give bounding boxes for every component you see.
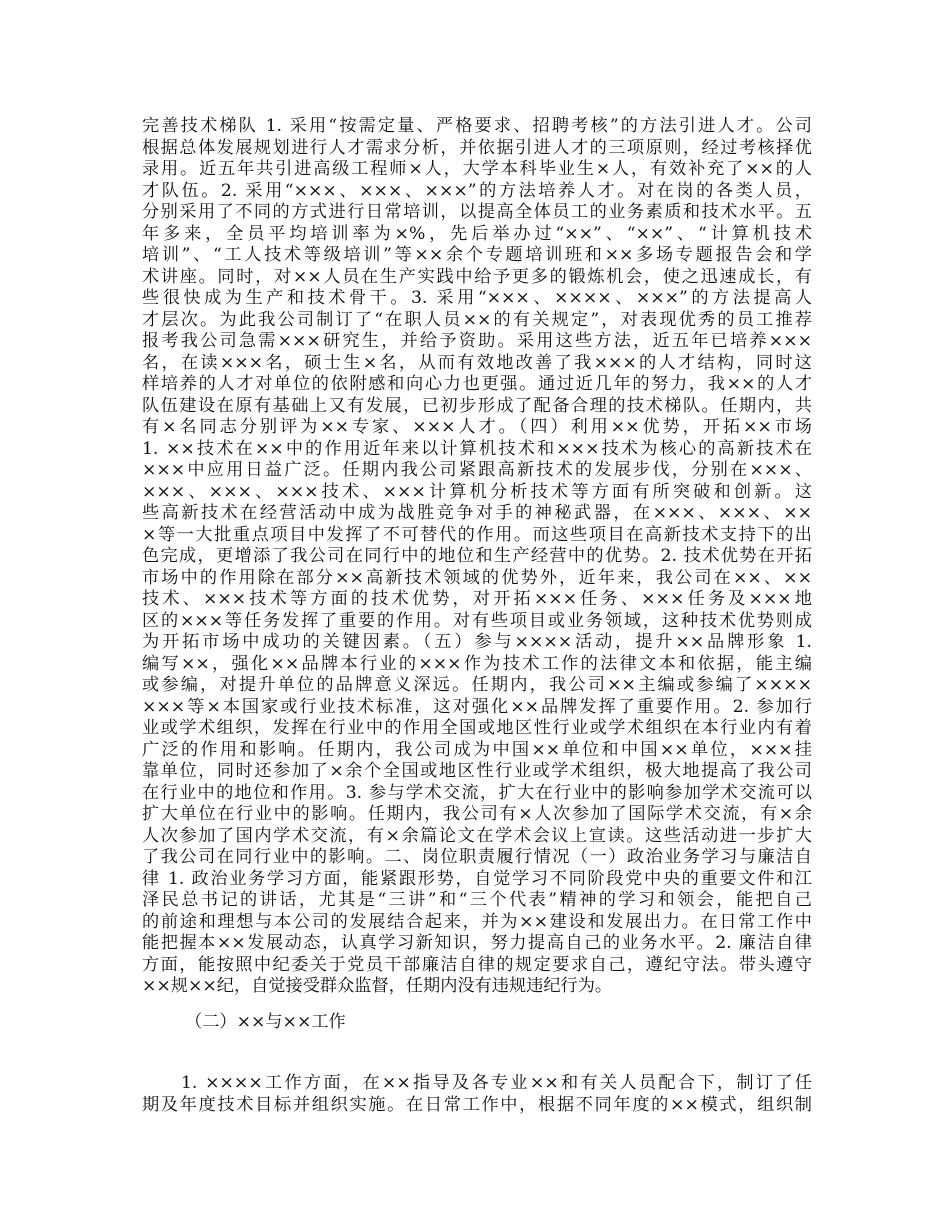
text-line: 或参编，对提升单位的品牌意义深远。任期内，我公司××主编或参编了×××× xyxy=(142,675,812,695)
text-line: 编写××，强化××品牌本行业的×××作为技术工作的法律文本和依据，能主编 xyxy=(142,653,812,674)
text-line: 能把握本××发展动态，认真学习新知识，努力提高自己的业务水平。2. 廉洁自律 xyxy=(142,933,812,953)
text-line: 才层次。为此我公司制订了“在职人员××的有关规定”，对表现优秀的员工推荐 xyxy=(142,309,812,330)
text-line: 的前途和理想与本公司的发展结合起来，并为××建设和发展出力。在日常工作中 xyxy=(142,911,812,932)
text-line: 在行业中的地位和作用。3. 参与学术交流，扩大在行业中的影响参加学术交流可以 xyxy=(142,782,812,803)
text-line: 律 1. 政治业务学习方面，能紧跟形势，自觉学习不同阶段党中央的重要文件和江 xyxy=(142,868,812,889)
text-line: 完善技术梯队 1. 采用“按需定量、严格要求、招聘考核”的方法引进人才。公司 xyxy=(142,116,812,136)
text-line: 些很快成为生产和技术骨干。3. 采用“×××、××××、×××”的方法提高人 xyxy=(142,288,812,308)
text-line: ×××、×××、×××技术、×××计算机分析技术等方面有所突破和创新。这 xyxy=(142,481,812,502)
text-line: 扩大单位在行业中的影响。任期内，我公司有×人次参加了国际学术交流，有×余 xyxy=(142,804,812,824)
text-line: ×××等×本国家或行业技术标准，这对强化××品牌发挥了重要作用。2. 参加行 xyxy=(142,696,812,717)
text-line: 年多来，全员平均培训率为×%，先后举办过“××”、“××”、“计算机技术 xyxy=(142,223,812,244)
text-line: 名，在读×××名，硕士生×名，从而有效地改善了我×××的人才结构，同时这 xyxy=(142,352,812,373)
text-line: 1. ××××工作方面，在××指导及各专业××和有关人员配合下，制订了任 xyxy=(142,1073,812,1093)
text-line: 色完成，更增添了我公司在同行中的地位和生产经营中的优势。2. 技术优势在开拓 xyxy=(142,546,812,566)
text-line: 报考我公司急需×××研究生，并给予资助。采用这些方法，近五年已培养××× xyxy=(142,331,812,351)
text-line: 市场中的作用除在部分××高新技术领域的优势外，近年来，我公司在××、×× xyxy=(142,567,812,588)
text-line: 了我公司在同行业中的影响。二、岗位职责履行情况（一）政治业务学习与廉洁自 xyxy=(142,847,812,867)
text-line: 靠单位，同时还参加了×余个全国或地区性行业或学术组织，极大地提高了我公司 xyxy=(142,761,812,781)
text-line: 有×名同志分别评为××专家、×××人才。（四）利用××优势，开拓××市场 xyxy=(142,417,812,437)
text-line: 1. ××技术在××中的作用近年来以计算机技术和×××技术为核心的高新技术在 xyxy=(142,438,812,459)
text-line: 样培养的人才对单位的依附感和向心力也更强。通过近几年的努力，我××的人才 xyxy=(142,374,812,394)
text-line: 方面，能按照中纪委关于党员干部廉洁自律的规定要求自己，遵纪守法。带头遵守 xyxy=(142,954,812,975)
text-line: 培训”、“工人技术等级培训”等××余个专题培训班和××多场专题报告会和学 xyxy=(142,245,812,265)
text-line: 根据总体发展规划进行人才需求分析，并依据引进人才的三项原则，经过考核择优 xyxy=(142,137,812,158)
text-line: 为开拓市场中成功的关键因素。（五）参与××××活动，提升××品牌形象 1. xyxy=(142,632,812,652)
text-line: 泽民总书记的讲话，尤其是“三讲”和“三个代表”精神的学习和领会，能把自己 xyxy=(142,890,812,910)
text-line: ×等一大批重点项目中发挥了不可替代的作用。而这些项目在高新技术支持下的出 xyxy=(142,524,812,545)
text-line: 分别采用了不同的方式进行日常培训，以提高全体员工的业务素质和技术水平。五 xyxy=(142,202,812,222)
text-line: 才队伍。2. 采用“×××、×××、×××”的方法培养人才。对在岗的各类人员， xyxy=(142,180,812,201)
text-line: 期及年度技术目标并组织实施。在日常工作中，根据不同年度的××模式，组织制 xyxy=(142,1095,812,1115)
text-line: 术讲座。同时，对××人员在生产实践中给予更多的锻炼机会，使之迅速成长，有 xyxy=(142,266,812,287)
text-line: 广泛的作用和影响。任期内，我公司成为中国××单位和中国××单位，×××挂 xyxy=(142,739,812,760)
section-heading: （二）××与××工作 xyxy=(185,1012,346,1032)
text-line: ×××中应用日益广泛。任期内我公司紧跟高新技术的发展步伐，分别在×××、 xyxy=(142,460,812,480)
text-line: ××规××纪，自觉接受群众监督，任期内没有违规违纪行为。 xyxy=(142,976,613,996)
text-line: 录用。近五年共引进高级工程师×人，大学本科毕业生×人，有效补充了××的人 xyxy=(142,159,812,179)
text-line: 队伍建设在原有基础上又有发展，已初步形成了配备合理的技术梯队。任期内，共 xyxy=(142,395,812,416)
text-line: 区的×××等任务发挥了重要的作用。对有些项目或业务领域，这种技术优势则成 xyxy=(142,610,812,631)
text-line: 技术、×××技术等方面的技术优势，对开拓×××任务、×××任务及×××地 xyxy=(142,589,812,609)
text-line: 业或学术组织，发挥在行业中的作用全国或地区性行业或学术组织在本行业内有着 xyxy=(142,718,812,738)
text-line: 人次参加了国内学术交流，有×余篇论文在学术会议上宣读。这些活动进一步扩大 xyxy=(142,825,812,846)
text-line: 些高新技术在经营活动中成为战胜竞争对手的神秘武器，在×××、×××、×× xyxy=(142,503,812,523)
